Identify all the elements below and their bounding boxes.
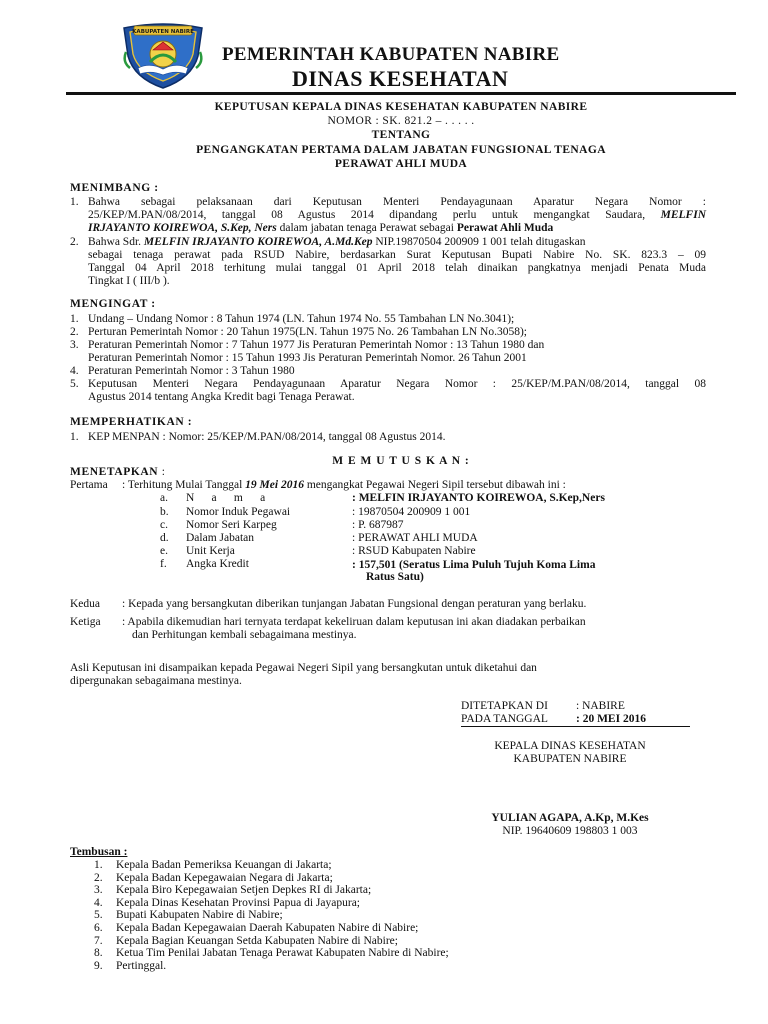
decree-title: KEPUTUSAN KEPALA DINAS KESEHATAN KABUPATEN NABIRE: [214, 101, 588, 113]
menimbang-2-line1: Bahwa Sdr. MELFIN IRJAYANTO KOIREWOA, A.Md.Kep NIP.19870504 200909 1 001 telah ditugaskan: [88, 236, 586, 248]
tembusan-item: Pertinggal.: [116, 959, 167, 972]
tembusan-item: Kepala Badan Kepegawaian Negara di Jakarta;: [116, 871, 333, 884]
mengingat-1: Undang – Undang Nomor : 8 Tahun 1974 (LN. Tahun 1974 No. 55 Tambahan LN No.3041);: [88, 313, 515, 325]
signatory-name: YULIAN AGAPA, A.Kp, M.Kes: [491, 812, 649, 824]
mengingat-num-2: 2.: [70, 326, 79, 338]
memperhatikan-num-1: 1.: [70, 431, 79, 443]
field-label-nama: N a m a: [186, 492, 266, 504]
field-letter-c: c.: [160, 519, 168, 531]
mengingat-num-4: 4.: [70, 365, 79, 377]
tanggal-value: : 20 MEI 2016: [576, 713, 646, 725]
field-label-unit-kerja: Unit Kerja: [186, 545, 235, 557]
decree-number: NOMOR : SK. 821.2 – . . . . .: [327, 115, 475, 127]
ketiga-text-line2: dan Perhitungan kembali sebagaimana mestinya.: [132, 629, 357, 641]
field-value-nip: : 19870504 200909 1 001: [352, 506, 471, 518]
memperhatikan-1: KEP MENPAN : Nomor: 25/KEP/M.PAN/08/2014, tanggal 08 Agustus 2014.: [88, 431, 446, 443]
mengingat-heading: MENGINGAT :: [70, 298, 156, 310]
mengingat-num-3: 3.: [70, 339, 79, 351]
decree-tentang: TENTANG: [371, 129, 431, 141]
mengingat-3-line2: Peraturan Pemerintah Nomor : 15 Tahun 1993 Jis Peraturan Pemerintah Nomor. 26 Tahun 2001: [88, 352, 527, 364]
menimbang-2-line4: Tingkat I ( III/b ).: [88, 275, 170, 287]
field-label-karpeg: Nomor Seri Karpeg: [186, 519, 277, 531]
kabupaten-nabire-emblem: [120, 22, 206, 90]
menetapkan-heading: MENETAPKAN :: [70, 466, 166, 478]
field-value-unit-kerja: : RSUD Kabupaten Nabire: [352, 545, 476, 557]
tanggal-label: PADA TANGGAL: [461, 713, 548, 725]
signatory-office-line1: KEPALA DINAS KESEHATAN: [494, 740, 646, 752]
tembusan-item: Bupati Kabupaten Nabire di Nabire;: [116, 909, 283, 922]
tembusan-item: Kepala Biro Kepegawaian Setjen Depkes RI di Jakarta;: [116, 884, 372, 897]
tembusan-num: 6.: [94, 922, 103, 934]
tembusan-item: Ketua Tim Penilai Jabatan Tenaga Perawat Kabupaten Nabire di Nabire;: [116, 947, 449, 960]
tembusan-num: 1.: [94, 859, 103, 871]
memutuskan-heading: M E M U T U S K A N :: [332, 455, 470, 467]
tembusan-num: 8.: [94, 947, 103, 960]
tembusan-num: 9.: [94, 959, 103, 972]
tanggal-underline: [461, 726, 690, 727]
field-letter-b: b.: [160, 506, 169, 518]
ditetapkan-value: : NABIRE: [576, 700, 625, 712]
field-value-nama: : MELFIN IRJAYANTO KOIREWOA, S.Kep,Ners: [352, 492, 605, 504]
field-value-angka-kredit: : 157,501 (Seratus Lima Puluh Tujuh Koma Lima: [352, 559, 596, 571]
menimbang-num-1: 1.: [70, 196, 79, 208]
tembusan-num: 5.: [94, 909, 103, 922]
field-label-nip: Nomor Induk Pegawai: [186, 506, 291, 518]
department-name: DINAS KESEHATAN: [292, 66, 509, 91]
menimbang-1-line2: 25/KEP/M.PAN/08/2014, tanggal 08 Agustus 2014 dipandang perlu untuk mengangkat Saudara, MELFIN: [88, 209, 706, 221]
ketiga-text-line1: : Apabila dikemudian hari ternyata terdapat kekeliruan dalam keputusan ini akan diadakan perbaikan: [122, 616, 586, 628]
field-label-jabatan: Dalam Jabatan: [186, 532, 255, 544]
closing-line2: dipergunakan sebagaimana mestinya.: [70, 675, 242, 687]
tembusan-num: 4.: [94, 896, 103, 909]
tembusan-heading: Tembusan :: [70, 846, 128, 858]
closing-line1: Asli Keputusan ini disampaikan kepada Pegawai Negeri Sipil yang bersangkutan untuk diketahui dan: [70, 662, 537, 674]
mengingat-num-1: 1.: [70, 313, 79, 325]
field-value-karpeg: : P. 687987: [352, 519, 404, 531]
menimbang-1-line1: Bahwa sebagai pelaksanaan dari Keputusan Menteri Pendayagunaan Aparatur Negara Nomor :: [88, 196, 706, 208]
government-name: PEMERINTAH KABUPATEN NABIRE: [222, 44, 560, 65]
tembusan-item: Kepala Badan Kepegawaian Daerah Kabupaten Nabire di Nabire;: [116, 922, 419, 934]
tembusan-num: 2.: [94, 871, 103, 884]
ketiga-label: Ketiga: [70, 616, 101, 628]
tembusan-num: 3.: [94, 884, 103, 897]
field-label-angka-kredit: Angka Kredit: [186, 558, 249, 570]
decree-subject-line2: PERAWAT AHLI MUDA: [334, 158, 468, 170]
kedua-label: Kedua: [70, 598, 101, 610]
tembusan-item: Kepala Badan Pemeriksa Keuangan di Jakarta;: [116, 859, 332, 871]
mengingat-5-line2: Agustus 2014 tentang Angka Kredit bagi Tenaga Perawat.: [88, 391, 355, 403]
mengingat-2: Perturan Pemerintah Nomor : 20 Tahun 1975(LN. Tahun 1975 No. 26 Tambahan LN No.3058);: [88, 326, 527, 338]
kedua-text: : Kepada yang bersangkutan diberikan tunjangan Jabatan Fungsional dengan peraturan yang berlaku.: [122, 598, 587, 610]
pertama-label: Pertama: [70, 479, 108, 491]
field-letter-a: a.: [160, 492, 168, 504]
menimbang-1-line3: IRJAYANTO KOIREWOA, S.Kep, Ners dalam jabatan tenaga Perawat sebagai Perawat Ahli Muda: [88, 222, 554, 234]
field-value-jabatan: : PERAWAT AHLI MUDA: [352, 532, 478, 544]
field-value-angka-kredit-line2: Ratus Satu): [366, 571, 424, 583]
header-divider: [66, 92, 736, 95]
menimbang-2-line3: Tanggal 04 April 2018 terhitung mulai tanggal 01 April 2018 telah dinaikan pangkatnya menjadi Penata Muda: [88, 262, 706, 274]
mengingat-num-5: 5.: [70, 378, 79, 390]
menimbang-num-2: 2.: [70, 236, 79, 248]
mengingat-4: Peraturan Pemerintah Nomor : 3 Tahun 1980: [88, 365, 295, 377]
menimbang-2-line2: sebagai tenaga perawat pada RSUD Nabire, berdasarkan Surat Keputusan Bupati Nabire No. SK. 823.3 – 09: [88, 249, 706, 261]
signatory-nip: NIP. 19640609 198803 1 003: [502, 825, 638, 837]
tembusan-num: 7.: [94, 934, 103, 947]
signatory-office-line2: KABUPATEN NABIRE: [513, 753, 627, 765]
tembusan-item: Kepala Bagian Keuangan Setda Kabupaten Nabire di Nabire;: [116, 934, 398, 947]
mengingat-5-line1: Keputusan Menteri Negara Pendayagunaan Aparatur Negara Nomor : 25/KEP/M.PAN/08/2014, tanggal 08: [88, 378, 706, 390]
field-letter-d: d.: [160, 532, 169, 544]
menimbang-heading: MENIMBANG :: [70, 182, 159, 194]
pertama-text: : Terhitung Mulai Tanggal 19 Mei 2016 mengangkat Pegawai Negeri Sipil tersebut dibawah ini :: [122, 479, 566, 491]
memperhatikan-heading: MEMPERHATIKAN :: [70, 416, 193, 428]
field-letter-e: e.: [160, 545, 168, 557]
decree-subject-line1: PENGANGKATAN PERTAMA DALAM JABATAN FUNGSIONAL TENAGA: [196, 144, 606, 156]
ditetapkan-label: DITETAPKAN DI: [461, 700, 548, 712]
emblem-banner-text: KABUPATEN NABIRE: [132, 29, 194, 35]
mengingat-3-line1: Peraturan Pemerintah Nomor : 7 Tahun 1977 Jis Peraturan Pemerintah Nomor : 13 Tahun 1980 dan: [88, 339, 545, 351]
field-letter-f: f.: [160, 558, 167, 570]
tembusan-item: Kepala Dinas Kesehatan Provinsi Papua di Jayapura;: [116, 896, 360, 909]
